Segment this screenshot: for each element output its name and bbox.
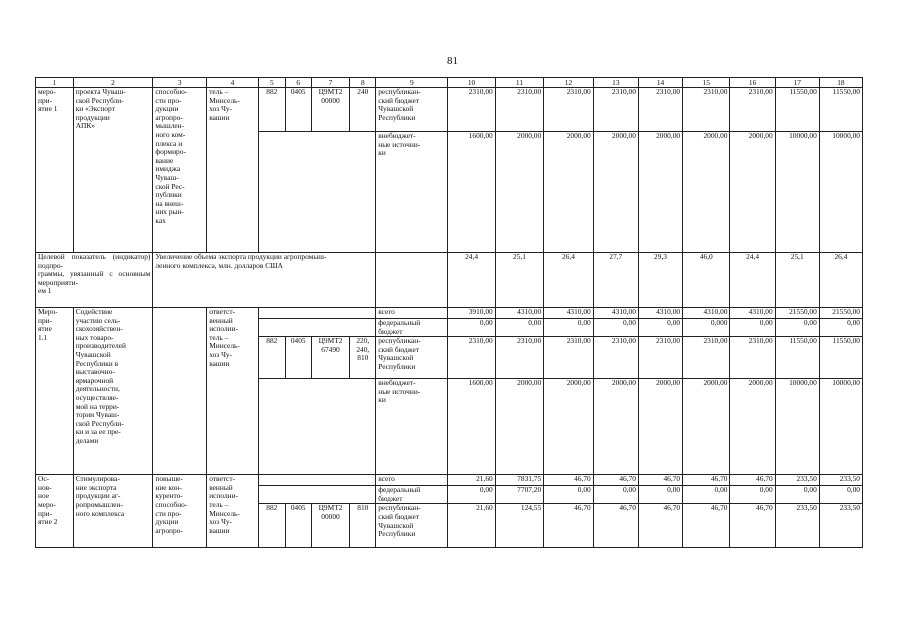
activity-1-1-empty: [258, 308, 375, 319]
column-number-row: [36, 78, 863, 88]
activity-1-1-amount: 4310,00: [638, 308, 682, 319]
activity-1-1-funding-source: всего: [376, 308, 448, 319]
indicator-empty: [376, 253, 448, 308]
activity-1-1-amount: 2310,00: [495, 337, 543, 379]
main-activity-2-amount: 46,70: [544, 504, 594, 548]
column-number: 1: [36, 78, 74, 88]
indicator-value: 25,1: [775, 253, 819, 308]
activity-1-amount: 2000,00: [495, 132, 543, 253]
activity-1-1-funding-source: республикан- ский бюджет Чувашской Республики: [376, 337, 448, 379]
activity-1-1-amount: 21550,00: [775, 308, 819, 319]
activity-1-1-amount: 2310,00: [638, 337, 682, 379]
activity-1-1-section: 0405: [285, 337, 311, 379]
main-activity-2-grbs: 882: [258, 504, 285, 548]
activity-1-empty: [258, 132, 375, 253]
main-activity-2-amount: 0,00: [448, 486, 495, 504]
column-number: 12: [544, 78, 594, 88]
main-activity-2-goal: повыше- ние кон- куренто- способно- сти про- дукции агропро-: [153, 475, 207, 548]
activity-1-amount: 2310,00: [638, 88, 682, 132]
main-activity-2-amount: 0,00: [775, 486, 819, 504]
main-activity-2-amount: 0,00: [544, 486, 594, 504]
activity-1-1-target-article: Ц9МТ2 67490: [311, 337, 350, 379]
column-number: 3: [153, 78, 207, 88]
activity-1-1-goal: [153, 308, 207, 475]
column-number: 7: [311, 78, 350, 88]
main-activity-2-expense-group: 810: [350, 504, 376, 548]
column-number: 4: [207, 78, 259, 88]
activity-1-amount: 2310,00: [495, 88, 543, 132]
main-activity-2-funding-source: федеральный бюджет: [376, 486, 448, 504]
main-activity-2-funding-source: всего: [376, 475, 448, 486]
activity-1-amount: 10000,00: [775, 132, 819, 253]
activity-1-amount: 11550,00: [775, 88, 819, 132]
indicator-value: 26,4: [544, 253, 594, 308]
table-body: [36, 78, 863, 548]
activity-1-funding-source: внебюджет- ные источни- ки: [376, 132, 448, 253]
main-activity-2-amount: 233,50: [819, 475, 862, 486]
main-activity-2-amount: 7707,20: [495, 486, 543, 504]
activity-1-1-amount: 0,00: [544, 319, 594, 337]
activity-1-1-amount: 10000,00: [775, 379, 819, 475]
column-number: 11: [495, 78, 543, 88]
activity-1-1-amount: 11550,00: [819, 337, 862, 379]
activity-1-1-amount: 0,00: [638, 319, 682, 337]
activity-1-1-empty: [258, 379, 375, 475]
main-activity-2-amount: 124,55: [495, 504, 543, 548]
activity-1-1-amount: 21550,00: [819, 308, 862, 319]
activity-1-1-amount: 0,00: [593, 319, 638, 337]
activity-1-1-amount: 4310,00: [593, 308, 638, 319]
activity-1-1-amount: 10000,00: [819, 379, 862, 475]
activity-1-activity-type: меро- при- ятие 1: [36, 88, 74, 253]
main-activity-2-amount: 7831,75: [495, 475, 543, 486]
page-number: 81: [447, 55, 458, 67]
activity-1-target-article: Ц9МТ2 00000: [311, 88, 350, 132]
activity-1-grbs: 882: [258, 88, 285, 132]
activity-1-amount: 2310,00: [544, 88, 594, 132]
main-activity-2-funding-source: республикан- ский бюджет Чувашской Республики: [376, 504, 448, 548]
main-activity-2-amount: 46,70: [730, 504, 775, 548]
indicator-value: 24,4: [730, 253, 775, 308]
activity-1-1-amount: 2000,00: [544, 379, 594, 475]
activity-1-1-amount: 11550,00: [775, 337, 819, 379]
column-number: 6: [285, 78, 311, 88]
indicator-value: 24,4: [448, 253, 495, 308]
indicator-value: 25,1: [495, 253, 543, 308]
activity-1-1-amount: 2000,00: [730, 379, 775, 475]
indicator-value: 27,7: [593, 253, 638, 308]
activity-1-1-funding-source: внебюджет- ные источни- ки: [376, 379, 448, 475]
main-activity-2-amount: 0,00: [819, 486, 862, 504]
main-activity-2-amount: 21,60: [448, 504, 495, 548]
column-number: 9: [376, 78, 448, 88]
activity-1-1-amount: 2310,00: [448, 337, 495, 379]
activity-1-1-amount: 0,000: [683, 319, 730, 337]
activity-1-1-activity-name: Содействие участию сель- скохозяйствен- ных товаро- производителей Чувашской Республики в выставочно- ярмарочной деятельности, осуществляе- мой на терри- тории Чуваш- ской Республи- ки и за ее пре- делами: [73, 308, 153, 475]
main-activity-2-amount: 46,70: [683, 504, 730, 548]
main-activity-2-activity-type: Ос- нов- ное меро- при- ятие 2: [36, 475, 74, 548]
activity-1-amount: 2000,00: [638, 132, 682, 253]
activity-1-1-amount: 4310,00: [683, 308, 730, 319]
indicator-text: Увеличение объема экспорта продукции агропромыш- ленного комплекса, млн. долларов США: [153, 253, 376, 308]
activity-1-1-activity-type: Меро- при- ятие 1.1: [36, 308, 74, 475]
activity-1-amount: 2000,00: [730, 132, 775, 253]
main-activity-2-amount: 0,00: [683, 486, 730, 504]
activity-1-1-amount: 2000,00: [638, 379, 682, 475]
activity-1-amount: 2310,00: [730, 88, 775, 132]
activity-1-1-amount: 0,00: [819, 319, 862, 337]
activity-1-1-amount: 2310,00: [544, 337, 594, 379]
activity-1-executor: тель – Минсель- хоз Чу- вашии: [207, 88, 259, 253]
indicator-value: 29,3: [638, 253, 682, 308]
column-number: 5: [258, 78, 285, 88]
activity-1-amount: 10000,00: [819, 132, 862, 253]
activity-1-goal: способно- сти про- дукции агропро- мышлен- ного ком- плекса и формиро- вание имиджа Чуваш- ской Рес- публики на внеш- них рын- ках: [153, 88, 207, 253]
activity-1-activity-name: проекта Чуваш- ской Республи- ки «Экспорт продукции АПК»: [73, 88, 153, 253]
main-activity-2-empty: [258, 475, 375, 486]
main-activity-2-amount: 46,70: [544, 475, 594, 486]
main-activity-2-amount: 46,70: [683, 475, 730, 486]
activity-1-amount: 2000,00: [593, 132, 638, 253]
activity-1-amount: 2310,00: [448, 88, 495, 132]
column-number: 2: [73, 78, 153, 88]
activity-1-1-amount: 3910,00: [448, 308, 495, 319]
main-activity-2-amount: 0,00: [638, 486, 682, 504]
indicator-label: Целевой показатель (индикатор) подпро- граммы, увязанный с основным мероприяти- ем 1: [36, 253, 153, 308]
activity-1-1-amount: 2000,00: [495, 379, 543, 475]
activity-1-1-grbs: 882: [258, 337, 285, 379]
column-number: 8: [350, 78, 376, 88]
indicator-value: 46,0: [683, 253, 730, 308]
indicator-row: [36, 253, 863, 308]
column-number: 13: [593, 78, 638, 88]
activity-1-1-executor: ответст- венный исполни- тель – Минсель- хоз Чу- вашии: [207, 308, 259, 475]
activity-1-1-amount: 1600,00: [448, 379, 495, 475]
activity-1-1-amount: 0,00: [775, 319, 819, 337]
activity-1-amount: 2000,00: [544, 132, 594, 253]
activity-1-1-expense-group: 220, 240, 810: [350, 337, 376, 379]
activity-1-1-amount: 2310,00: [683, 337, 730, 379]
main-activity-2-amount: 233,50: [819, 504, 862, 548]
main-activity-2-empty: [258, 486, 375, 504]
activity-1-amount: 2310,00: [593, 88, 638, 132]
activity-1-1-amount: 0,00: [448, 319, 495, 337]
activity-1-expense-group: 240: [350, 88, 376, 132]
program-table: [35, 77, 863, 548]
activity-1-amount: 11550,00: [819, 88, 862, 132]
column-number: 10: [448, 78, 495, 88]
activity-1-1-amount: 2310,00: [730, 337, 775, 379]
activity-1-amount: 2000,00: [683, 132, 730, 253]
activity-1-section: 0405: [285, 88, 311, 132]
main-activity-2-amount: 46,70: [730, 475, 775, 486]
activity-1-1-amount: 0,00: [730, 319, 775, 337]
activity-1-funding-source: республикан- ский бюджет Чувашской Республики: [376, 88, 448, 132]
activity-1-1-amount: 4310,00: [495, 308, 543, 319]
activity-1-1-row: [36, 308, 863, 319]
main-activity-2-row: [36, 475, 863, 486]
main-activity-2-amount: 233,50: [775, 504, 819, 548]
activity-1-amount: 2310,00: [683, 88, 730, 132]
activity-1-1-amount: 4310,00: [544, 308, 594, 319]
main-activity-2-amount: 21,60: [448, 475, 495, 486]
main-activity-2-amount: 233,50: [775, 475, 819, 486]
main-activity-2-amount: 46,70: [593, 504, 638, 548]
activity-1-row: [36, 88, 863, 132]
main-activity-2-amount: 0,00: [593, 486, 638, 504]
main-activity-2-amount: 0,00: [730, 486, 775, 504]
main-activity-2-executor: ответст- венный исполни- тель – Минсель- хоз Чу- вашии: [207, 475, 259, 548]
main-activity-2-activity-name: Стимулирова- ние экспорта продукции аг- ропромышлен- ного комплекса: [73, 475, 153, 548]
main-activity-2-amount: 46,70: [638, 475, 682, 486]
main-activity-2-section: 0405: [285, 504, 311, 548]
column-number: 18: [819, 78, 862, 88]
main-activity-2-amount: 46,70: [593, 475, 638, 486]
indicator-value: 26,4: [819, 253, 862, 308]
activity-1-1-amount: 2310,00: [593, 337, 638, 379]
activity-1-amount: 1600,00: [448, 132, 495, 253]
main-activity-2-target-article: Ц9МТ2 00000: [311, 504, 350, 548]
column-number: 16: [730, 78, 775, 88]
column-number: 14: [638, 78, 682, 88]
activity-1-1-amount: 0,00: [495, 319, 543, 337]
column-number: 15: [683, 78, 730, 88]
activity-1-1-funding-source: федеральный бюджет: [376, 319, 448, 337]
activity-1-1-amount: 2000,00: [683, 379, 730, 475]
main-activity-2-amount: 46,70: [638, 504, 682, 548]
activity-1-1-amount: 2000,00: [593, 379, 638, 475]
column-number: 17: [775, 78, 819, 88]
activity-1-1-amount: 4310,00: [730, 308, 775, 319]
activity-1-1-empty: [258, 319, 375, 337]
